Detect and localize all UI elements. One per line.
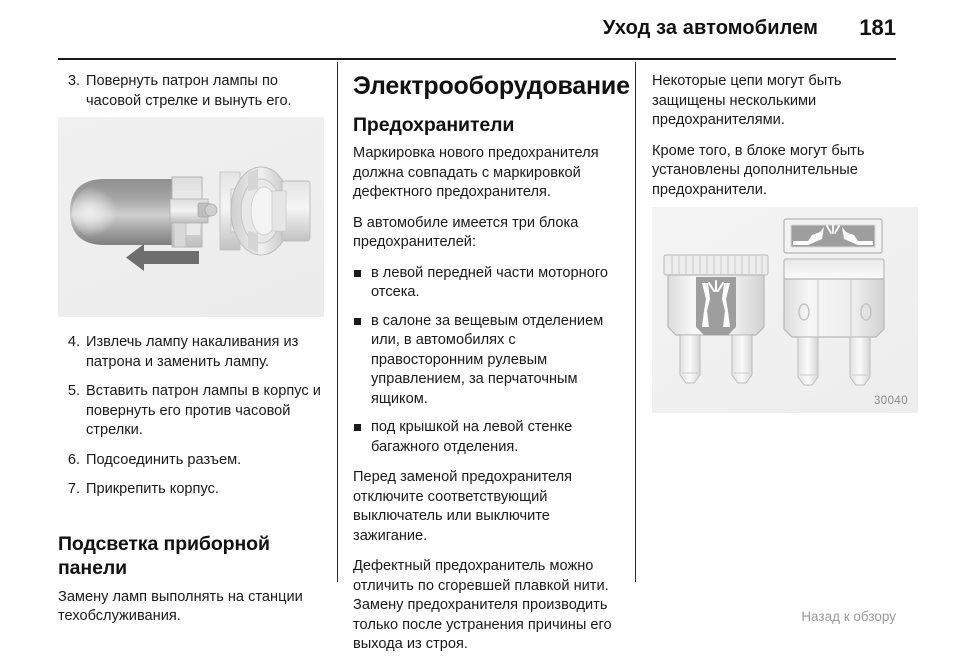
column-divider-left [337, 62, 338, 582]
step-number: 4. [67, 334, 80, 350]
steps-list-bottom [58, 333, 324, 500]
step-number: 5. [67, 383, 80, 399]
step-text: Извлечь лампу накаливания из патрона и заменить лампу. [86, 334, 299, 370]
step-text: Вставить патрон лампы в корпус и повернуть его против часовой стрелки. [86, 383, 321, 438]
page-number: 181 [859, 15, 896, 40]
left-subsection-title: Подсветка приборной панели [58, 532, 270, 579]
step-number: 6. [67, 451, 80, 468]
left-subsection-text: Замену ламп выполнять на станции техобслуживания. [58, 588, 303, 624]
square-bullet-icon [354, 424, 361, 431]
list-item [58, 451, 324, 471]
square-bullet-icon [354, 270, 361, 277]
bulb-and-socket-illustration [58, 117, 324, 317]
list-item-text: под крышкой на левой стенке багажного отделения. [371, 419, 573, 455]
page-header-title: Уход за автомобилем [602, 17, 818, 39]
step-number: 3. [67, 73, 80, 89]
list-item [353, 264, 619, 303]
list-item [353, 312, 619, 410]
page-header [58, 16, 896, 50]
list-item [353, 418, 619, 457]
right-paragraph-2: Кроме того, в блоке могут быть установлены дополнительные предохранители. [652, 142, 865, 198]
section-title-electrical: Электрооборудование [353, 72, 630, 100]
fuse-box-locations-list [353, 264, 619, 458]
back-to-overview-link[interactable]: Назад к обзору [801, 609, 896, 624]
fuses-paragraph-3: Перед заменой предохранителя отключите соответствующий выключатель или выключите зажигание. [353, 469, 573, 544]
square-bullet-icon [354, 318, 361, 325]
step-text: Прикрепить корпус. [86, 481, 219, 497]
subsection-title-fuses: Предохранители [353, 114, 515, 136]
blade-fuse-illustration [652, 207, 918, 413]
spacer [58, 510, 324, 532]
step-number: 7. [67, 481, 80, 497]
list-item [58, 72, 324, 111]
bulb-and-socket-figure [58, 117, 324, 317]
list-item [58, 333, 324, 372]
steps-list-top [58, 72, 324, 111]
list-item-text: в левой передней части моторного отсека. [371, 264, 608, 300]
list-item [58, 382, 324, 441]
fuses-paragraph-1: Маркировка нового предохранителя должна совпадать с маркировкой дефектного предохранителя. [353, 145, 599, 200]
middle-column [353, 72, 630, 666]
figure-caption-code: 30040 [874, 395, 908, 407]
list-item-text: в салоне за вещевым отделением или, в автомобилях с правосторонним рулевым управлением, за перчаточным ящиком. [371, 312, 604, 407]
step-text: Повернуть патрон лампы по часовой стрелке и вынуть его. [86, 73, 292, 109]
right-paragraph-1: Некоторые цепи могут быть защищены несколькими предохранителями. [652, 73, 842, 128]
blade-fuse-figure [652, 207, 918, 413]
list-item [58, 480, 324, 500]
fuses-paragraph-2: В автомобиле имеется три блока предохранителей: [353, 214, 579, 250]
column-divider-right [635, 62, 636, 582]
fuses-paragraph-4: Дефектный предохранитель можно отличить по сгоревшей плавкой нити. Замену предохранителя производить только после устранения причины его выхода из строя. [353, 558, 612, 652]
right-column [652, 72, 918, 211]
step-text: Подсоединить разъем. [86, 451, 242, 468]
header-rule [58, 58, 896, 60]
